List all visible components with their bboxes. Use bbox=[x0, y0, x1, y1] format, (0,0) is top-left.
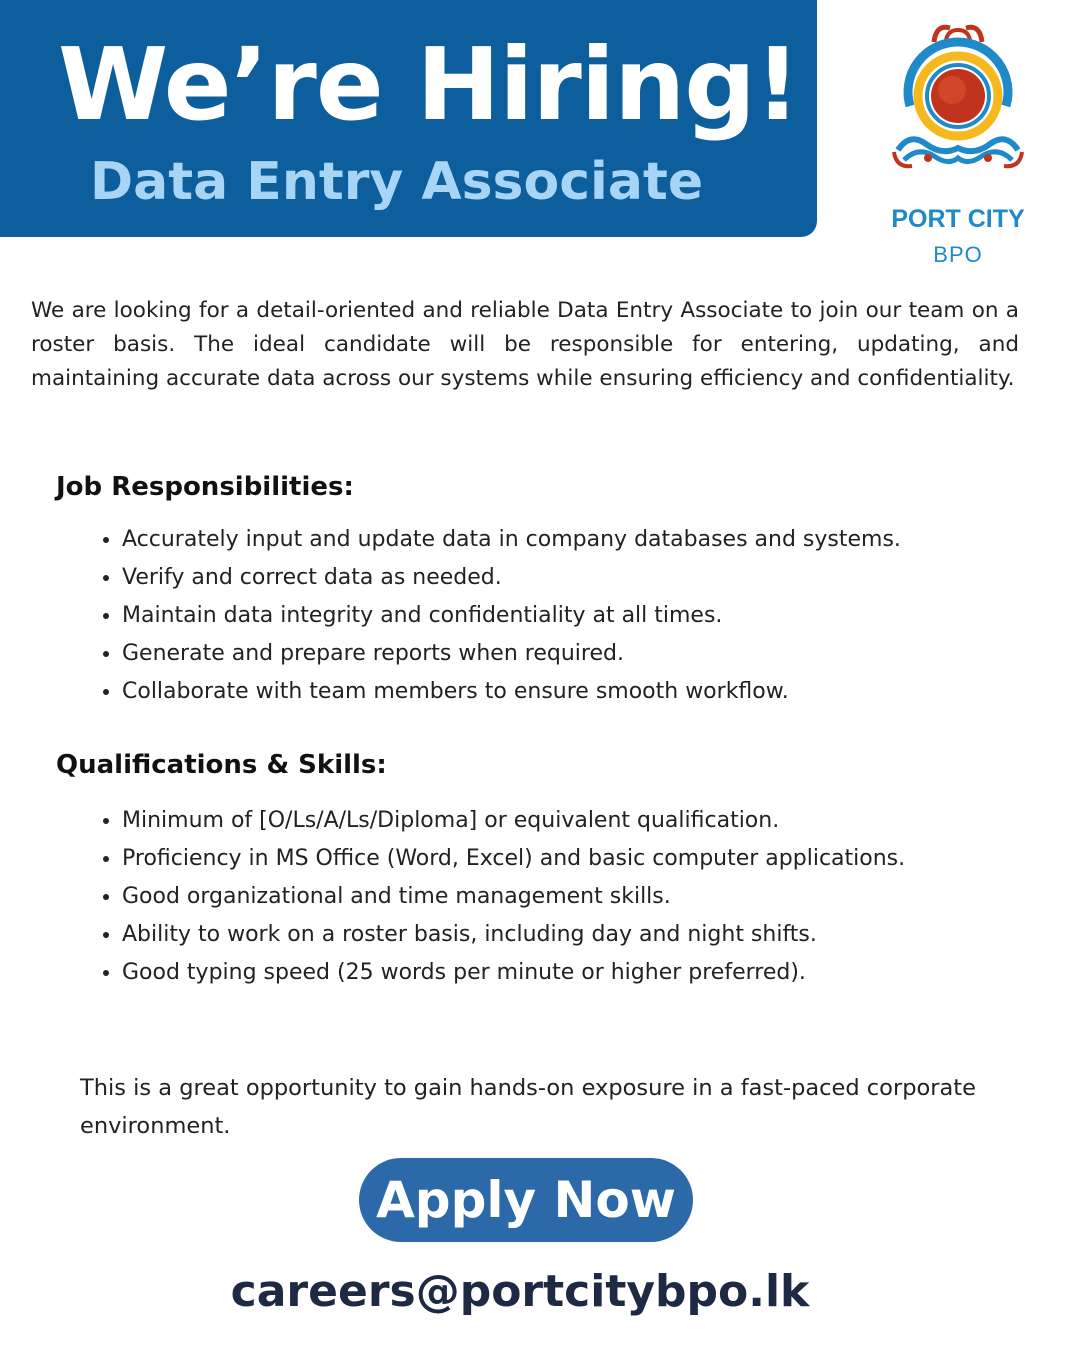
list-item: • Maintain data integrity and confidentiality at all times. bbox=[122, 597, 1062, 635]
port-city-bpo-logo-icon bbox=[890, 20, 1026, 180]
list-item: • Proficiency in MS Office (Word, Excel) and basic computer applications. bbox=[122, 840, 1062, 878]
list-item: • Ability to work on a roster basis, including day and night shifts. bbox=[122, 916, 1062, 954]
list-item: • Good typing speed (25 words per minute or higher preferred). bbox=[122, 954, 1062, 992]
apply-now-button[interactable]: Apply Now bbox=[359, 1158, 693, 1242]
qualifications-list bbox=[94, 802, 1062, 992]
list-item: • Verify and correct data as needed. bbox=[122, 559, 1062, 597]
responsibilities-list bbox=[94, 521, 1062, 711]
job-description: We are looking for a detail-oriented and reliable Data Entry Associate to join our team on a roster basis. The ideal candidate will be responsible for entering, updating, and maintaining accurate data across our systems while ensuring efficiency and confidentiality. bbox=[31, 298, 1019, 391]
responsibilities-heading: Job Responsibilities: bbox=[56, 472, 354, 502]
closing-statement: This is a great opportunity to gain hands-on exposure in a fast-paced corporate environment. bbox=[80, 1075, 976, 1139]
careers-email-link[interactable]: careers@portcitybpo.lk bbox=[230, 1266, 810, 1317]
list-item: • Generate and prepare reports when required. bbox=[122, 635, 1062, 673]
qualifications-heading: Qualifications & Skills: bbox=[56, 750, 387, 780]
list-item: • Collaborate with team members to ensure smooth workflow. bbox=[122, 673, 1062, 711]
job-title: Data Entry Associate bbox=[90, 152, 704, 212]
page-title: We’re Hiring! bbox=[58, 26, 800, 143]
list-item: • Accurately input and update data in company databases and systems. bbox=[122, 521, 1062, 559]
logo-company-suffix: BPO bbox=[933, 242, 983, 267]
list-item: • Good organizational and time management skills. bbox=[122, 878, 1062, 916]
hero-banner bbox=[0, 0, 817, 237]
company-logo bbox=[880, 20, 1040, 267]
list-item: • Minimum of [O/Ls/A/Ls/Diploma] or equivalent qualification. bbox=[122, 802, 1062, 840]
logo-company-name: PORT CITY bbox=[891, 205, 1025, 233]
